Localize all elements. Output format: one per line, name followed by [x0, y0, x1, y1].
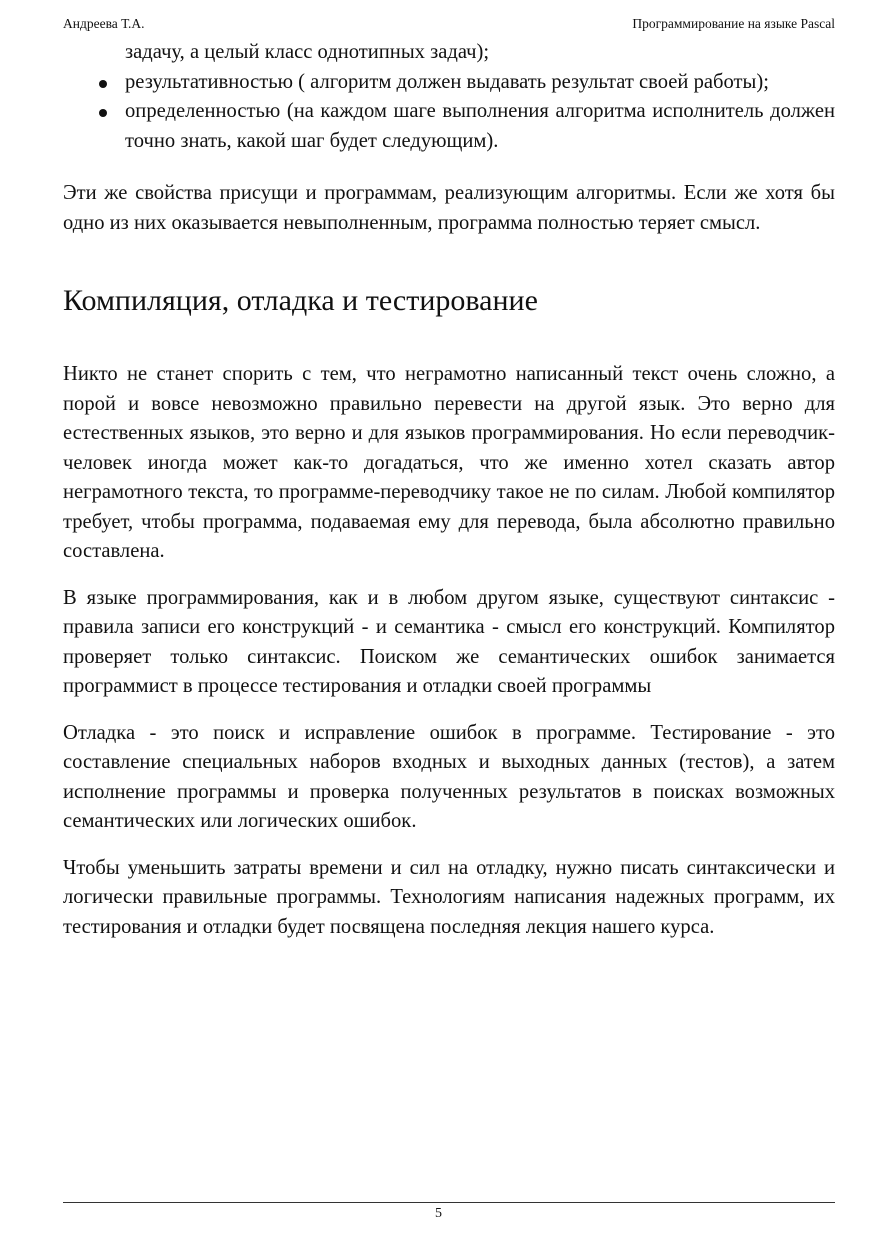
paragraph: В языке программирования, как и в любом другом языке, существуют синтаксис - правила записи его конструкций - и семантика - смысл его конструкций. Компилятор проверяет только синтаксис. Поиском же семантических ошибок занимается программист в процессе тестирования и отладки своей программы [63, 586, 835, 697]
list-item [63, 97, 835, 156]
list-item-text: результативностью ( алгоритм должен выдавать результат своей работы); [125, 70, 769, 93]
list-item [63, 68, 835, 98]
page-number: 5 [435, 1206, 442, 1221]
page-header [63, 14, 835, 36]
bullet-icon [99, 80, 107, 88]
paragraph: Никто не станет спорить с тем, что неграмотно написанный текст очень сложно, а порой и вовсе невозможно правильно перевести на другой язык. Это верно для естественных языков, это верно и для языков программирования. Но если переводчик-человек иногда может как-то догадаться, что же именно хотел сказать автор неграмотного текста, то программе-переводчику такое не по силам. Любой компилятор требует, чтобы программа, подаваемая ему для перевода, была абсолютно правильно составлена. [63, 363, 835, 562]
footer-divider [63, 1202, 835, 1203]
header-title: Программирование на языке Pascal [632, 16, 835, 31]
page-content [63, 38, 835, 942]
paragraph: Отладка - это поиск и исправление ошибок в программе. Тестирование - это составление специальных наборов входных и выходных данных (тестов), а затем исполнение программы и проверка полученных результатов в поисках возможных семантических или логических ошибок. [63, 721, 835, 832]
paragraph: Чтобы уменьшить затраты времени и сил на отладку, нужно писать синтаксически и логически правильные программы. Технологиям написания надежных программ, их тестирования и отладки будет посвящена последняя лекция нашего курса. [63, 856, 835, 938]
header-author: Андреева Т.А. [63, 16, 145, 31]
list-item-text: определенностью (на каждом шаге выполнения алгоритма исполнитель должен точно знать, какой шаг будет следующим). [125, 100, 835, 152]
list-item-continuation [63, 38, 835, 68]
bullet-list [63, 38, 835, 156]
paragraph-intro: Эти же свойства присущи и программам, реализующим алгоритмы. Если же хотя бы одно из них оказывается невыполненным, программа полностью теряет смысл. [63, 182, 835, 234]
section-heading: Компиляция, отладка и тестирование [63, 284, 538, 317]
list-item-text: задачу, а целый класс однотипных задач); [125, 41, 490, 63]
bullet-icon [99, 109, 107, 117]
